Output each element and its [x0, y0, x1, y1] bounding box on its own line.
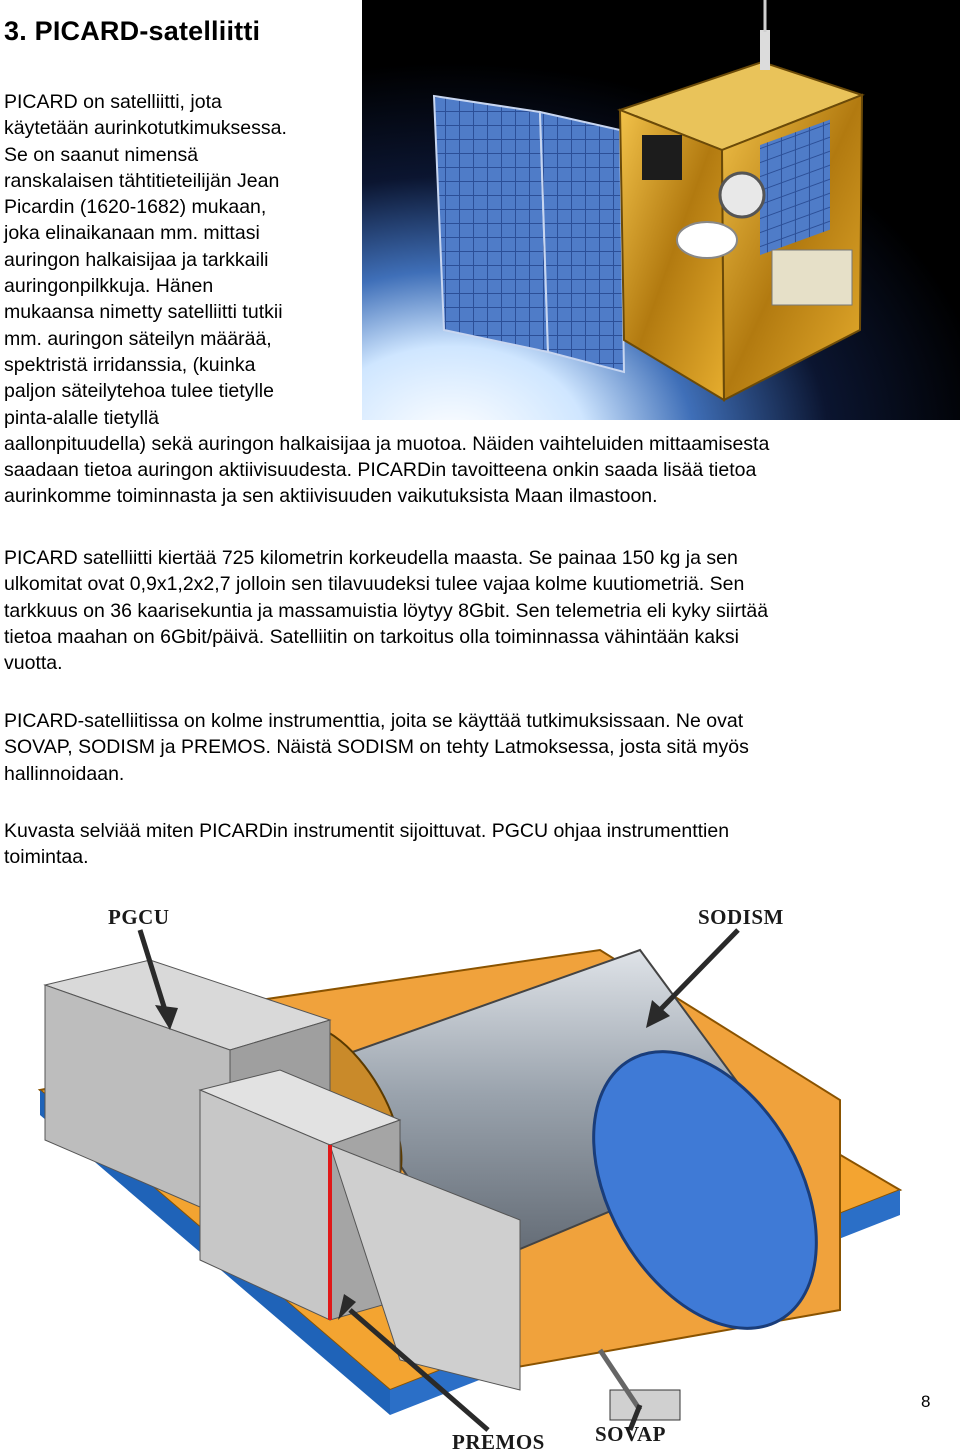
- text-line: aallonpituudella) sekä auringon halkaisijaa ja muotoa. Näiden vaihteluiden mittaamisesta: [4, 432, 770, 455]
- text-line: PICARD-satelliitissa on kolme instrumenttia, joita se käyttää tutkimuksissaan. Ne ovat: [4, 710, 744, 732]
- text-line: ulkomitat ovat 0,9x1,2x2,7 jolloin sen tilavuudeksi tulee vajaa kolme kuutiometriä. Sen: [4, 573, 745, 596]
- diagram-caption-paragraph: [4, 818, 729, 871]
- page-title: 3. PICARD-satelliitti: [4, 16, 261, 46]
- text-line: SOVAP, SODISM ja PREMOS. Näistä SODISM on tehty Latmoksessa, josta sitä myös: [4, 736, 749, 759]
- text-line: hallinnoidaan.: [4, 762, 125, 785]
- text-line: ranskalaisen tähtitieteilijän Jean: [4, 169, 280, 192]
- text-line: Picardin (1620-1682) mukaan,: [4, 196, 267, 219]
- specs-paragraph: [4, 545, 768, 676]
- text-line: aurinkomme toiminnasta ja sen aktiivisuuden vaikutuksista Maan ilmastoon.: [4, 485, 658, 508]
- text-line: auringonpilkkuja. Hänen: [4, 275, 214, 298]
- text-line: auringon halkaisijaa ja tarkkaili: [4, 248, 269, 271]
- text-line: PICARD on satelliitti, jota: [4, 91, 222, 113]
- text-line: toimintaa.: [4, 846, 89, 869]
- label-premos: PREMOS: [452, 1430, 545, 1454]
- label-sodism: SODISM: [698, 905, 784, 929]
- text-line: tarkkuus on 36 kaarisekuntia ja massamuistia löytyy 8Gbit. Sen telemetria eli kyky siirtää: [4, 599, 769, 622]
- instruments-paragraph: [4, 708, 749, 787]
- text-line: mukaansa nimetty satelliitti tutkii: [4, 301, 283, 324]
- text-line: vuotta.: [4, 652, 63, 675]
- text-line: paljon säteilytehoa tulee tietylle: [4, 380, 274, 403]
- text-line: PICARD satelliitti kiertää 725 kilometrin korkeudella maasta. Se painaa 150 kg ja sen: [4, 547, 738, 569]
- instrument-diagram: [0, 890, 960, 1453]
- text-line: spektristä irridanssia, (kuinka: [4, 353, 256, 376]
- text-line: Se on saanut nimensä: [4, 143, 199, 166]
- text-line: mm. auringon säteilyn määrää,: [4, 327, 272, 350]
- label-pgcu: PGCU: [108, 905, 170, 929]
- text-line: Kuvasta selviää miten PICARDin instrumentit sijoittuvat. PGCU ohjaa instrumenttien: [4, 820, 730, 842]
- text-line: käytetään aurinkotutkimuksessa.: [4, 117, 287, 140]
- text-line: tietoa maahan on 6Gbit/päivä. Satelliitin on tarkoitus olla toiminnassa vähintään kaksi: [4, 625, 739, 648]
- satellite-photo: [362, 0, 960, 420]
- label-sovap: SOVAP: [595, 1422, 666, 1446]
- text-line: pinta-alalle tietyllä: [4, 406, 160, 429]
- page-number: 8: [921, 1392, 931, 1411]
- text-line: joka elinaikanaan mm. mittasi: [4, 222, 260, 245]
- text-line: saadaan tietoa auringon aktiivisuudesta. PICARDin tavoitteena onkin saada lisää tietoa: [4, 459, 757, 482]
